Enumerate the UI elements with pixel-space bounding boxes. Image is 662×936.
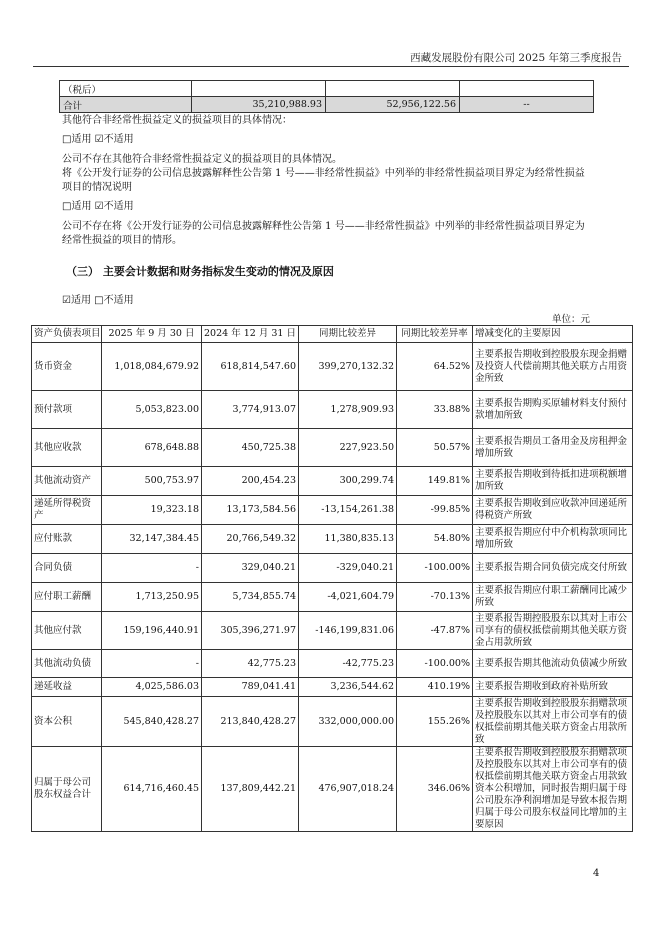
change-reason: 主要系报告期收到待抵扣进项税额增加所致 (473, 467, 633, 496)
change-amount: -146,199,831.06 (299, 612, 397, 650)
item-name: 归属于母公司股东权益合计 (32, 747, 102, 832)
table-row (32, 429, 633, 467)
dec-31-value: 329,040.21 (202, 554, 299, 583)
sep-30-value: 19,323.18 (102, 496, 202, 525)
change-rate: 346.06% (397, 747, 473, 832)
sep-30-value: 4,025,586.03 (102, 678, 202, 697)
ytd-value: 52,956,122.56 (326, 97, 460, 113)
unit-label: 单位：元 (551, 314, 590, 325)
change-amount: -42,775.23 (299, 650, 397, 678)
ytd-value (326, 81, 460, 97)
row-label: （税后） (60, 81, 192, 97)
item-name: 资本公积 (32, 697, 102, 747)
applicability-note: □适用 ☑不适用 (62, 134, 134, 145)
dec-31-value: 200,454.23 (202, 467, 299, 496)
sep-30-value: 1,018,084,679.92 (102, 343, 202, 391)
change-rate: 54.80% (397, 525, 473, 554)
sep-30-value: - (102, 554, 202, 583)
dec-31-value: 13,173,584.56 (202, 496, 299, 525)
change-reason: 主要系报告期购买原辅材料支付预付款增加所致 (473, 391, 633, 429)
table-row (32, 467, 633, 496)
row-label: 合计 (60, 97, 192, 113)
change-amount: -329,040.21 (299, 554, 397, 583)
change-amount: 300,299.74 (299, 467, 397, 496)
column-header: 增减变化的主要原因 (473, 326, 633, 343)
change-rate: 149.81% (397, 467, 473, 496)
sep-30-value: 32,147,384.45 (102, 525, 202, 554)
item-name: 预付款项 (32, 391, 102, 429)
change-rate: -99.85% (397, 496, 473, 525)
note: -- (460, 97, 594, 113)
change-amount: 332,000,000.00 (299, 697, 397, 747)
table-row (32, 343, 633, 391)
paragraph: 经常性损益的项目的情形。 (62, 235, 182, 246)
change-reason: 主要系报告期收到控股股东捐赠款项及控股股东以其对上市公司享有的债权抵偿前期其他关联方资金占用款所致 (473, 697, 633, 747)
sep-30-value: 1,713,250.95 (102, 583, 202, 612)
non-recurring-summary-table (59, 80, 594, 113)
table-row (32, 747, 633, 832)
sep-30-value: 5,053,823.00 (102, 391, 202, 429)
table-row (32, 525, 633, 554)
item-name: 递延所得税资产 (32, 496, 102, 525)
dec-31-value: 3,774,913.07 (202, 391, 299, 429)
change-rate: 155.26% (397, 697, 473, 747)
change-reason: 主要系报告期收到控股股东捐赠款项及控股股东以其对上市公司享有的债权抵偿前期其他关联方资金占用款致资本公积增加，同时报告期归属于母公司股东净利润增加是导致本报告期归属于母公司股东权益同比增加的主要原因 (473, 747, 633, 832)
page-number: 4 (593, 868, 600, 879)
dec-31-value: 20,766,549.32 (202, 525, 299, 554)
table-row (32, 650, 633, 678)
table-row (60, 81, 594, 97)
current-value (192, 81, 326, 97)
column-header: 同期比较差异率 (397, 326, 473, 343)
column-header: 2024 年 12 月 31 日 (202, 326, 299, 343)
paragraph: 项目的情况说明 (62, 182, 132, 193)
change-reason: 主要系报告期应付职工薪酬同比减少所致 (473, 583, 633, 612)
item-name: 应付职工薪酬 (32, 583, 102, 612)
change-rate: -100.00% (397, 650, 473, 678)
column-header: 资产负债表项目 (32, 326, 102, 343)
dec-31-value: 305,396,271.97 (202, 612, 299, 650)
table-row (32, 554, 633, 583)
change-rate: 410.19% (397, 678, 473, 697)
note (460, 81, 594, 97)
column-header: 2025 年 9 月 30 日 (102, 326, 202, 343)
dec-31-value: 213,840,428.27 (202, 697, 299, 747)
change-reason: 主要系报告期控股股东以其对上市公司享有的债权抵偿前期其他关联方资金占用款所致 (473, 612, 633, 650)
applicability-note: □适用 ☑不适用 (62, 201, 134, 212)
dec-31-value: 789,041.41 (202, 678, 299, 697)
change-reason: 主要系报告期员工备用金及房租押金增加所致 (473, 429, 633, 467)
sep-30-value: 159,196,440.91 (102, 612, 202, 650)
table-row (32, 583, 633, 612)
section-heading: （三） 主要会计数据和财务指标发生变动的情况及原因 (66, 265, 334, 278)
dec-31-value: 42,775.23 (202, 650, 299, 678)
balance-sheet-changes-table (31, 325, 633, 832)
change-reason: 主要系报告期合同负债完成交付所致 (473, 554, 633, 583)
paragraph: 其他符合非经常性损益定义的损益项目的具体情况： (62, 115, 292, 126)
change-rate: -47.87% (397, 612, 473, 650)
change-reason: 主要系报告期应付中介机构款项同比增加所致 (473, 525, 633, 554)
change-amount: 476,907,018.24 (299, 747, 397, 832)
change-reason: 主要系报告期收到政府补贴所致 (473, 678, 633, 697)
item-name: 其他流动负债 (32, 650, 102, 678)
item-name: 其他流动资产 (32, 467, 102, 496)
item-name: 货币资金 (32, 343, 102, 391)
item-name: 递延收益 (32, 678, 102, 697)
table-row (32, 697, 633, 747)
item-name: 合同负债 (32, 554, 102, 583)
paragraph: 公司不存在其他符合非经常性损益定义的损益项目的具体情况。 (62, 154, 342, 165)
change-rate: 50.57% (397, 429, 473, 467)
change-reason: 主要系报告期其他流动负债减少所致 (473, 650, 633, 678)
report-header-title: 西藏发展股份有限公司 2025 年第三季度报告 (410, 52, 622, 64)
applicability-note: ☑适用 □不适用 (62, 295, 134, 306)
header-divider (33, 66, 629, 67)
item-name: 其他应付款 (32, 612, 102, 650)
sep-30-value: 614,716,460.45 (102, 747, 202, 832)
change-reason: 主要系报告期收到控股股东现金捐赠及投资人代偿前期其他关联方占用资金所致 (473, 343, 633, 391)
paragraph: 公司不存在将《公开发行证券的公司信息披露解释性公告第 1 号——非经常性损益》中列举的非经常性损益项目界定为 (62, 221, 585, 232)
table-row (32, 678, 633, 697)
dec-31-value: 450,725.38 (202, 429, 299, 467)
dec-31-value: 5,734,855.74 (202, 583, 299, 612)
change-amount: 1,278,909.93 (299, 391, 397, 429)
table-row (32, 391, 633, 429)
item-name: 应付账款 (32, 525, 102, 554)
change-rate: -70.13% (397, 583, 473, 612)
table-header-row (32, 326, 633, 343)
change-amount: 399,270,132.32 (299, 343, 397, 391)
sep-30-value: 500,753.97 (102, 467, 202, 496)
change-amount: 3,236,544.62 (299, 678, 397, 697)
table-row (32, 612, 633, 650)
change-amount: -13,154,261.38 (299, 496, 397, 525)
column-header: 同期比较差异 (299, 326, 397, 343)
change-amount: 11,380,835.13 (299, 525, 397, 554)
sep-30-value: 545,840,428.27 (102, 697, 202, 747)
sep-30-value: - (102, 650, 202, 678)
table-row (32, 496, 633, 525)
dec-31-value: 137,809,442.21 (202, 747, 299, 832)
change-rate: 33.88% (397, 391, 473, 429)
change-reason: 主要系报告期收到应收款冲回递延所得税资产所致 (473, 496, 633, 525)
item-name: 其他应收款 (32, 429, 102, 467)
sep-30-value: 678,648.88 (102, 429, 202, 467)
change-rate: -100.00% (397, 554, 473, 583)
change-amount: -4,021,604.79 (299, 583, 397, 612)
change-amount: 227,923.50 (299, 429, 397, 467)
change-rate: 64.52% (397, 343, 473, 391)
table-row-total (60, 97, 594, 113)
paragraph: 将《公开发行证券的公司信息披露解释性公告第 1 号——非经常性损益》中列举的非经常性损益项目界定为经常性损益 (62, 168, 585, 179)
dec-31-value: 618,814,547.60 (202, 343, 299, 391)
current-value: 35,210,988.93 (192, 97, 326, 113)
